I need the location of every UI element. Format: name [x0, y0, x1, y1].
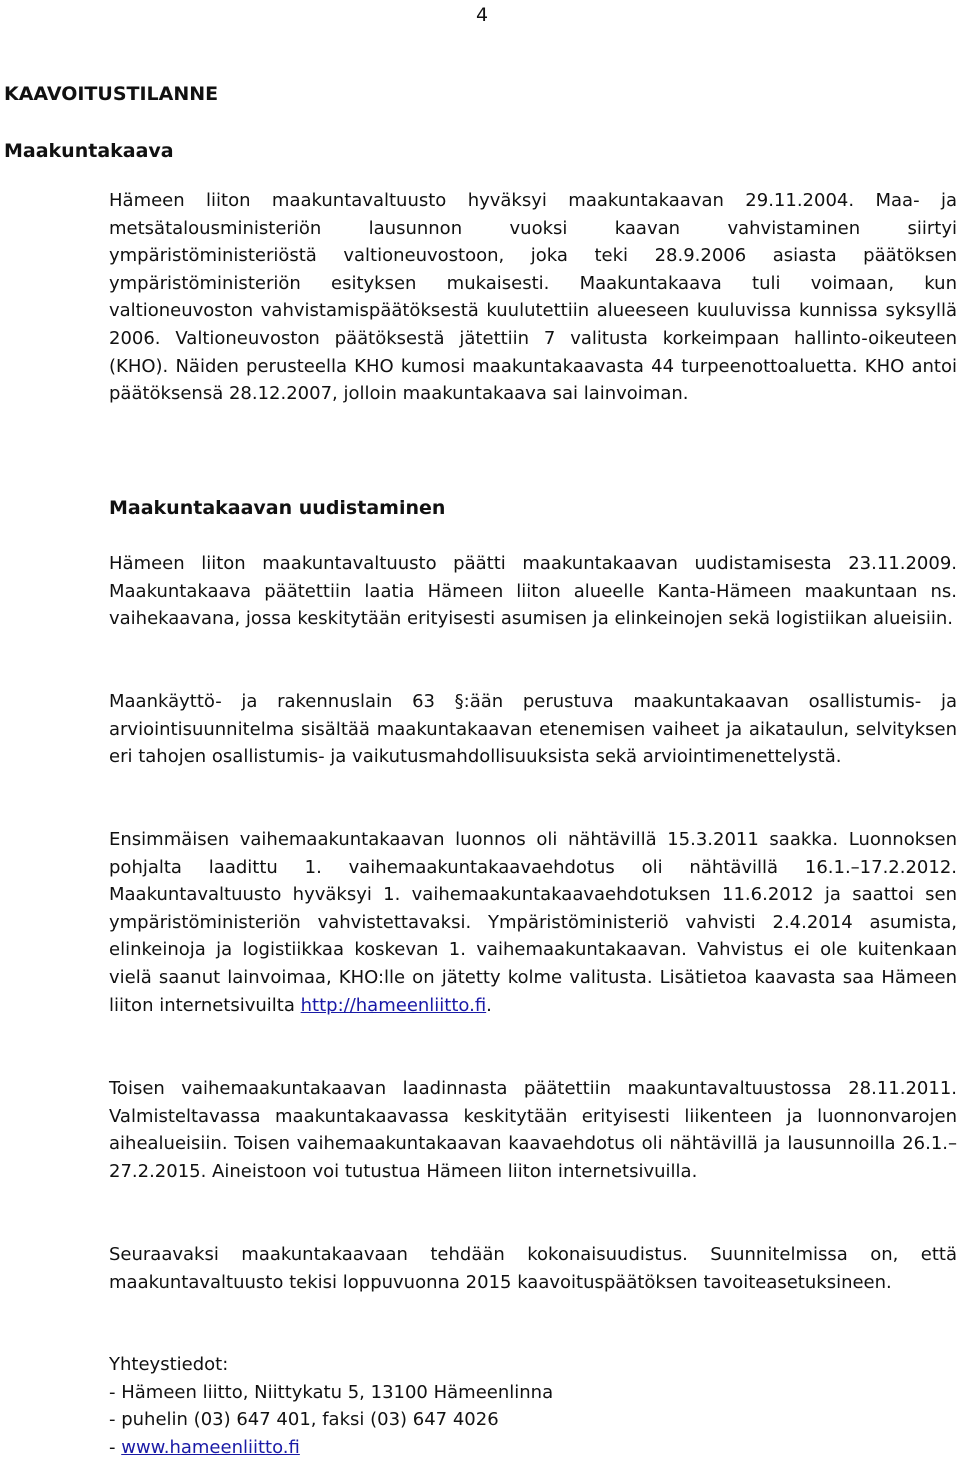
paragraph-5: Toisen vaihemaakuntakaavan laadinnasta päätettiin maakuntavaltuustossa 28.11.2011. Valmisteltavassa maakuntakaavassa keskitytään erityisesti liikenteen ja luonnonvarojen aihealueisiin. Toisen vaihemaakuntakaavan kaavaehdotus oli nähtävillä ja lausunnoilla 26.1.–27.2.2015. Aineistoon voi tutustua Hämeen liiton internetsivuilla. — [109, 1078, 957, 1182]
subsection-heading: Maakuntakaavan uudistaminen — [109, 497, 446, 519]
contact-web — [109, 1434, 957, 1462]
paragraph-4-text: Ensimmäisen vaihemaakuntakaavan luonnos oli nähtävillä 15.3.2011 saakka. Luonnoksen pohjalta laadittu 1. vaihemaakuntakaavaehdotus oli nähtävillä 16.1.–17.2.2012. Maakuntavaltuusto hyväksyi 1. vaihemaakuntakaavaehdotuksen 11.6.2012 ja saattoi sen ympäristöministeriön vahvistettavaksi. Ympäristöministeriö vahvisti 2.4.2014 asumista, elinkeinoja ja logistiikkaa koskevan 1. vaihemaakuntakaavan. Vahvistus ei ole kuitenkaan vielä saanut lainvoimaa, KHO:lle on jätetty kolme valitusta. Lisätietoa kaavasta saa Hämeen liiton internetsivuilta — [109, 829, 957, 1016]
paragraph-4 — [109, 826, 957, 1019]
contact-info — [109, 1351, 957, 1461]
paragraph-2: Hämeen liiton maakuntavaltuusto päätti maakuntakaavan uudistamisesta 23.11.2009. Maakuntakaava päätettiin laatia Hämeen liiton alueelle Kanta-Hämeen maakuntaan ns. vaihekaavana, jossa keskitytään erityisesti asumisen ja elinkeinojen sekä logistiikan alueisiin. — [109, 553, 957, 630]
hameenliitto-link[interactable]: http://hameenliitto.fi — [300, 994, 487, 1016]
contact-web-link[interactable]: www.hameenliitto.fi — [121, 1436, 300, 1458]
paragraph-6: Seuraavaksi maakuntakaavaan tehdään kokonaisuudistus. Suunnitelmissa on, että maakuntavaltuusto tekisi loppuvuonna 2015 kaavoituspäätöksen tavoiteasetuksineen. — [109, 1244, 957, 1293]
paragraph-3: Maankäyttö- ja rakennuslain 63 §:ään perustuva maakuntakaavan osallistumis- ja arviointisuunnitelma sisältää maakuntakaavan etenemisen vaiheet ja aikataulun, selvityksen eri tahojen osallistumis- ja vaikutusmahdollisuuksista sekä arviointimenettelystä. — [109, 691, 957, 768]
contact-title: Yhteystiedot: — [109, 1354, 229, 1375]
page-number: 4 — [476, 4, 489, 26]
contact-address: - Hämeen liitto, Niittykatu 5, 13100 Hämeenlinna — [109, 1381, 554, 1403]
paragraph-1: Hämeen liiton maakuntavaltuusto hyväksyi maakuntakaavan 29.11.2004. Maa- ja metsätalousministeriön lausunnon vuoksi kaavan vahvistaminen siirtyi ympäristöministeriöstä valtioneuvostoon, joka teki 28.9.2006 asiasta päätöksen ympäristöministeriön esityksen mukaisesti. Maakuntakaava tuli voimaan, kun valtioneuvoston vahvistamispäätöksestä kuulutettiin alueeseen kuuluvissa kunnissa syksyllä 2006. Valtioneuvoston päätöksestä jätettiin 7 valitusta korkeimpaan hallinto-oikeuteen (KHO). Näiden perusteella KHO kumosi maakuntakaavasta 44 turpeenottoaluetta. KHO antoi päätöksensä 28.12.2007, jolloin maakuntakaava sai lainvoiman. — [109, 190, 957, 405]
contact-web-prefix: - — [109, 1436, 122, 1458]
paragraph-4-end: . — [486, 994, 492, 1016]
main-heading: KAAVOITUSTILANNE — [4, 83, 219, 105]
contact-phone: - puhelin (03) 647 401, faksi (03) 647 4026 — [109, 1409, 499, 1431]
section-heading: Maakuntakaava — [4, 140, 174, 162]
